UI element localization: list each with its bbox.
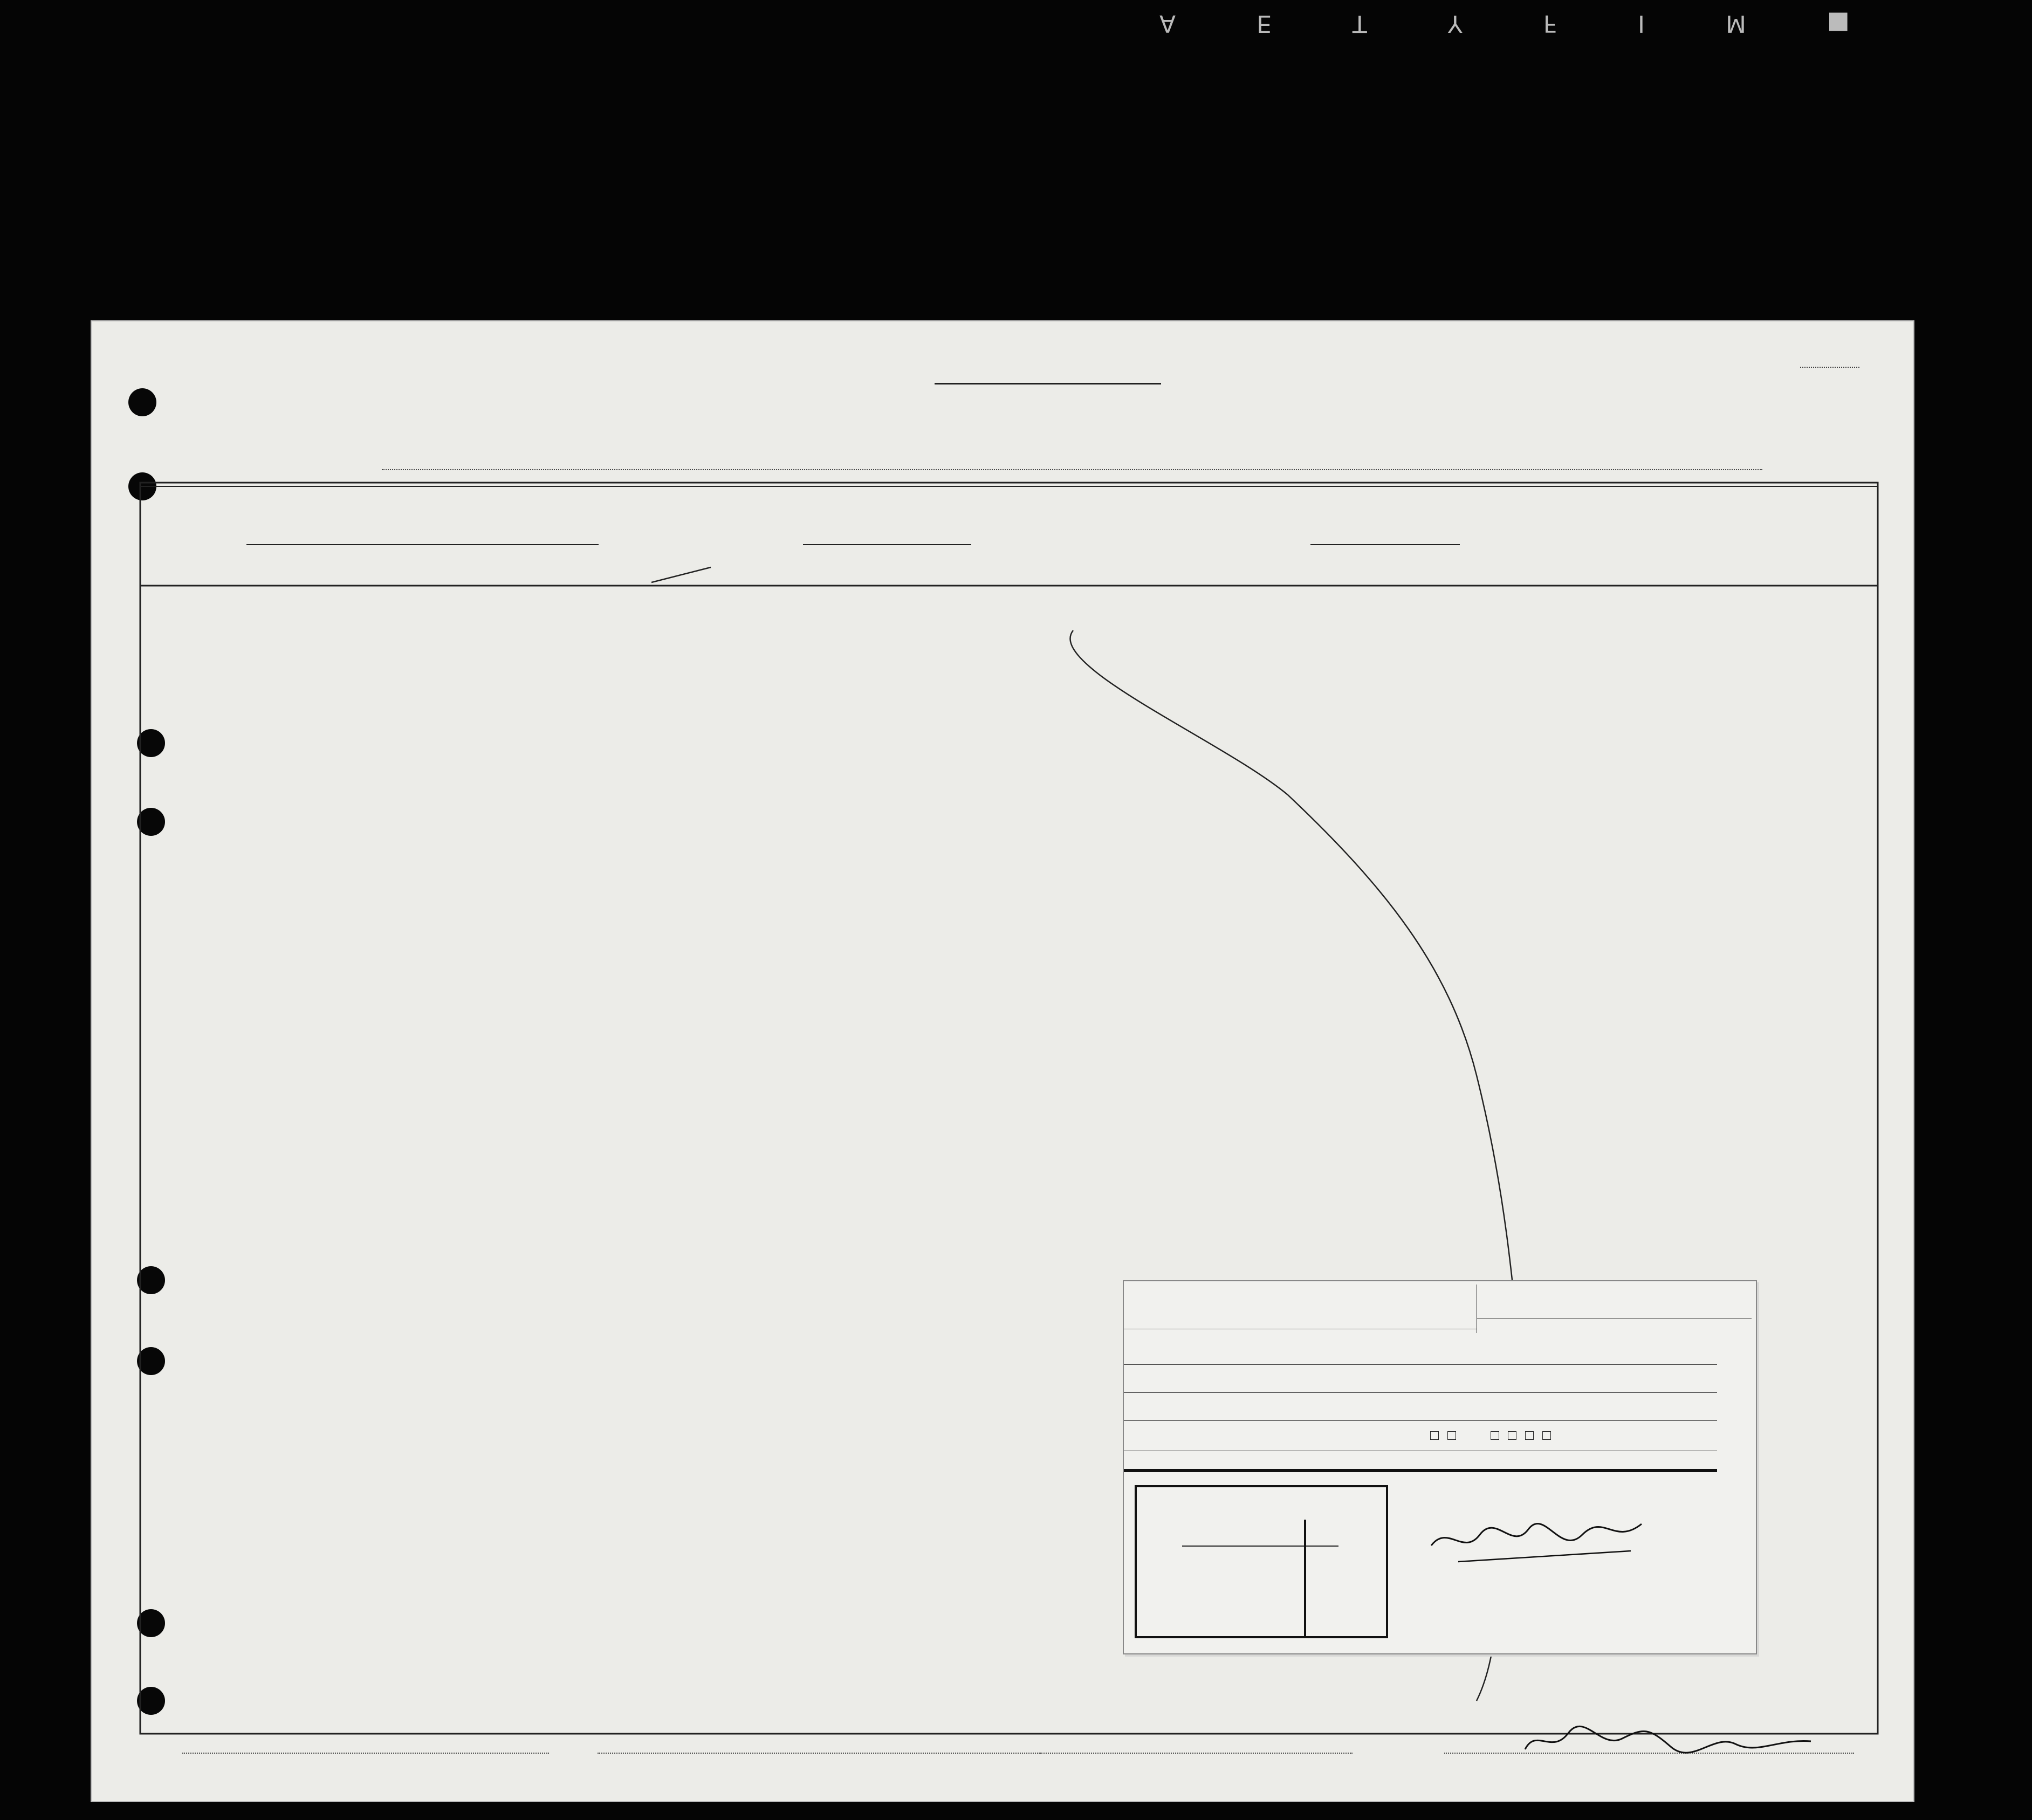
card-sex-boxes [1426,1431,1551,1440]
col-11-header [1131,491,1172,512]
film-edge-marks: A E T Y F I M ■ [1159,10,1850,38]
col-1-header [140,491,189,503]
manifest-page [91,320,1914,1802]
col-5-header [684,491,802,512]
col-12-header [1175,491,1282,503]
crewman-landing-permit-card [1123,1280,1757,1654]
inspector-signature [1520,1717,1822,1760]
col-8-header [1024,491,1061,512]
col-10-header [1090,491,1131,512]
col-6-header [803,491,971,503]
officer-signature [1426,1513,1652,1572]
col-14-header [1460,491,1562,512]
col-9-header [1065,491,1090,512]
admission-stamp [1135,1485,1388,1638]
col-4-header [599,491,685,503]
col-16-header [1749,491,1877,496]
col-3-header [246,491,599,498]
col-15-header [1566,491,1746,496]
col-13-header [1310,491,1460,503]
